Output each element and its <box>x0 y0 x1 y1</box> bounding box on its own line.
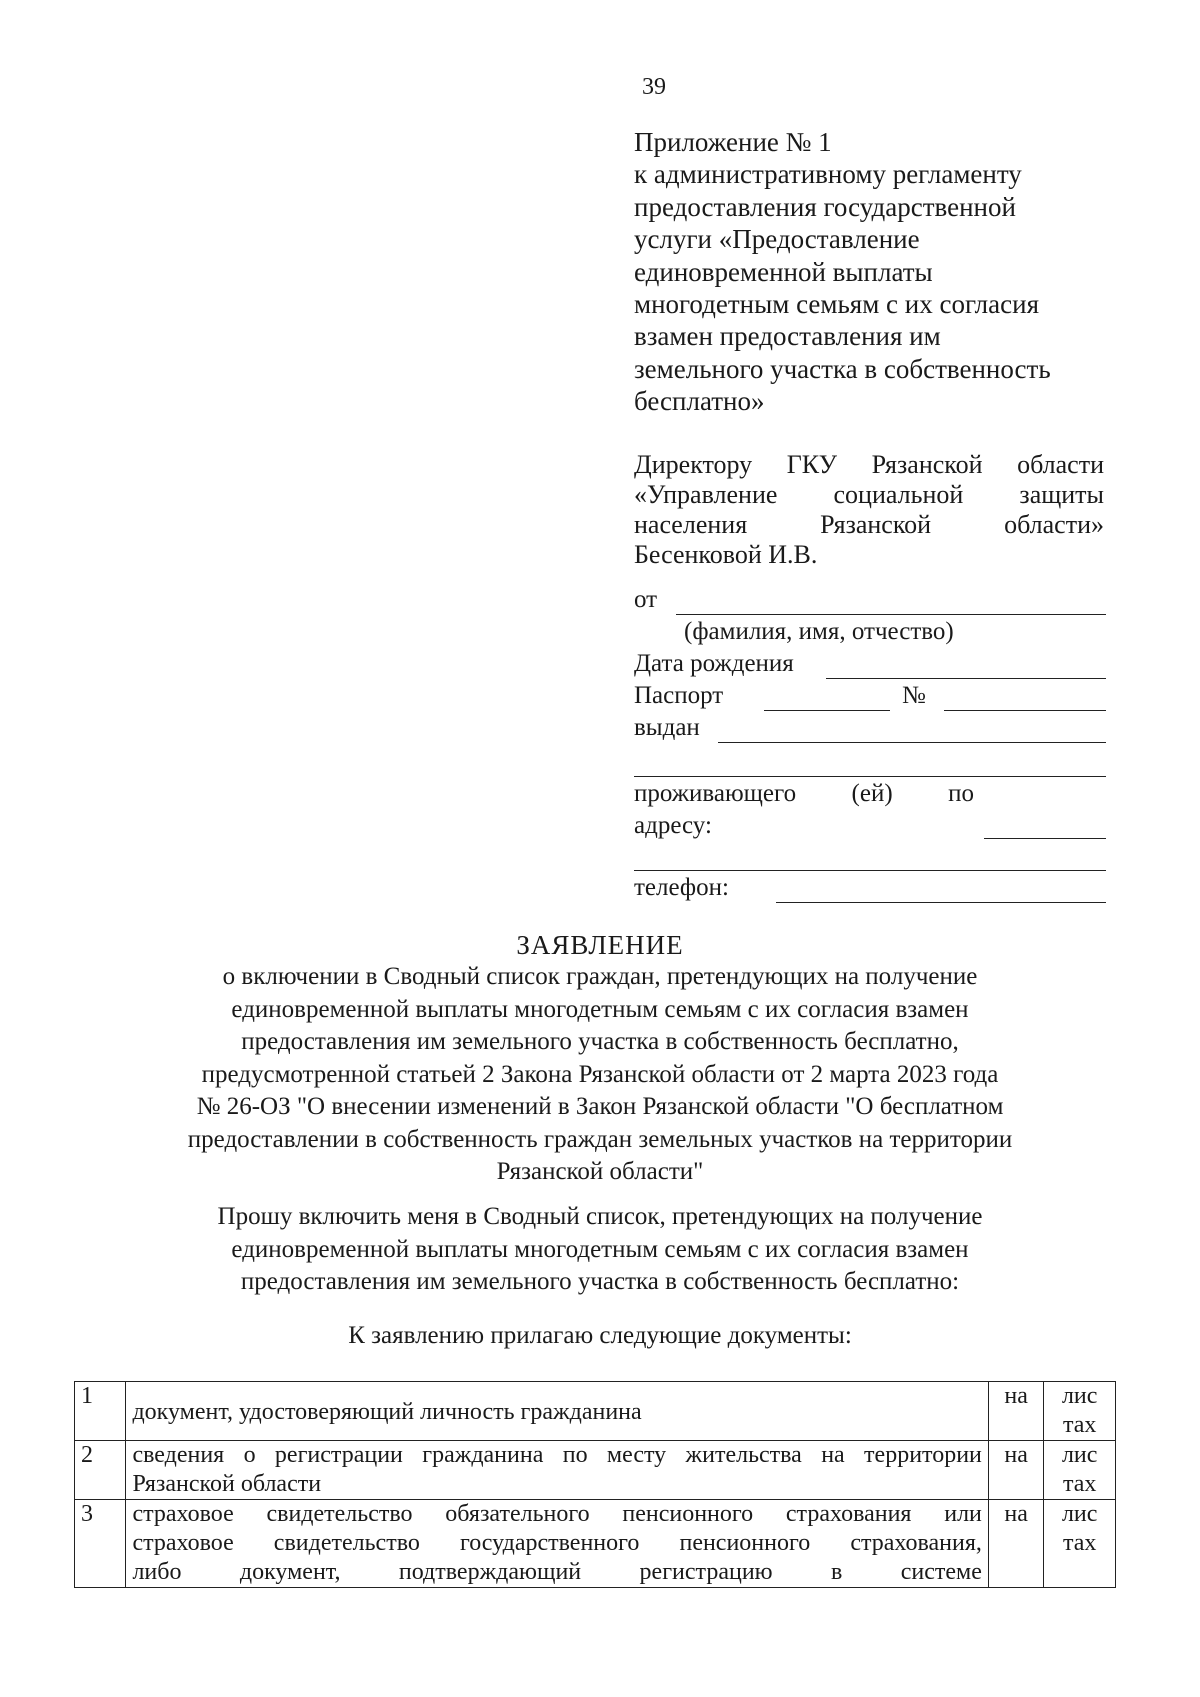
addressee-line <box>634 450 1104 480</box>
addressee-word: области» <box>1004 510 1104 539</box>
sheets-line: тах <box>1062 1530 1097 1556</box>
doc-line: либо документ, подтверждающий регистрацию в системе <box>132 1559 982 1585</box>
doc-description <box>126 1441 988 1500</box>
subtitle-line: предоставления им земельного участка в собственность бесплатно, <box>241 1028 959 1055</box>
addressee-word: «Управление <box>634 480 778 509</box>
subtitle-line: предоставлении в собственность граждан земельных участков на территории <box>187 1125 1013 1153</box>
birth-label: Дата рождения <box>634 650 794 677</box>
doc-description <box>126 1382 988 1441</box>
addressee-word: защиты <box>1019 480 1104 509</box>
subtitle-line: № 26-ОЗ "О внесении изменений в Закон Рязанской области "О бесплатном <box>196 1093 1004 1120</box>
sheets-line: тах <box>1062 1471 1097 1497</box>
subtitle-line: Рязанской области" <box>496 1158 704 1185</box>
doc-line: сведения о регистрации гражданина по месту жительства на территории <box>132 1442 982 1468</box>
appendix-line: бесплатно» <box>634 386 765 417</box>
doc-number: 2 <box>75 1441 126 1500</box>
sheets-line: лис <box>1061 1442 1098 1468</box>
passport-label: Паспорт <box>634 682 724 709</box>
statement-title: ЗАЯВЛЕНИЕ <box>516 930 684 960</box>
doc-line: страховое свидетельство обязательного пенсионного страхования или <box>132 1501 982 1527</box>
doc-sheets <box>1044 1382 1116 1441</box>
issued-line-2[interactable] <box>634 776 1106 777</box>
appendix-header <box>634 126 1104 418</box>
table-row <box>75 1500 1116 1588</box>
addressee-word: Рязанской <box>871 450 983 479</box>
appendix-line: к административному регламенту <box>634 159 1022 190</box>
address-line-2[interactable] <box>634 870 1106 871</box>
page-number: 39 <box>642 74 666 100</box>
addressee-word: Рязанской <box>820 510 932 539</box>
address-label: адресу: <box>634 812 712 839</box>
fio-hint: (фамилия, имя, отчество) <box>684 618 954 645</box>
doc-na: на <box>988 1382 1043 1441</box>
request-line: предоставления им земельного участка в собственность бесплатно: <box>240 1268 960 1295</box>
appendix-line: предоставления государственной <box>634 191 1016 222</box>
request-line: Прошу включить меня в Сводный список, претендующих на получение <box>217 1203 983 1230</box>
addressee-block <box>634 450 1104 570</box>
appendix-line: Приложение № 1 <box>634 127 832 157</box>
statement-subtitle <box>0 961 1200 1189</box>
doc-sheets <box>1044 1500 1116 1588</box>
doc-number: 1 <box>75 1382 126 1441</box>
issued-label: выдан <box>634 714 700 741</box>
doc-line: Рязанской области <box>132 1471 322 1497</box>
appendix-line: услуги «Предоставление <box>634 224 920 255</box>
attachments-intro: К заявлению прилагаю следующие документы: <box>348 1322 852 1349</box>
subtitle-line: о включении в Сводный список граждан, претендующих на получение <box>222 963 978 990</box>
addressee-line <box>634 480 1104 510</box>
passport-number-label: № <box>902 682 926 709</box>
addressee-word: Директору <box>634 450 753 479</box>
subtitle-line: предусмотренной статьей 2 Закона Рязанской области от 2 марта 2023 года <box>201 1060 999 1088</box>
from-label: от <box>634 586 658 613</box>
passport-number-line[interactable] <box>944 710 1106 711</box>
request-text <box>0 1201 1200 1299</box>
addressee-name: Бесенковой И.В. <box>634 540 818 569</box>
addressee-word: социальной <box>833 480 964 509</box>
documents-table <box>74 1381 1116 1588</box>
addressee-word: ГКУ <box>786 450 837 479</box>
doc-na: на <box>988 1441 1043 1500</box>
doc-description <box>126 1500 988 1588</box>
doc-na: на <box>988 1500 1043 1588</box>
subtitle-line: единовременной выплаты многодетным семьям с их согласия взамен <box>231 995 969 1023</box>
sheets-line: лис <box>1061 1383 1098 1409</box>
address-line[interactable] <box>984 838 1106 839</box>
sheets-line: тах <box>1062 1412 1097 1438</box>
doc-line: документ, удостоверяющий личность гражданина <box>132 1399 642 1425</box>
residing-word: (ей) <box>851 780 893 807</box>
doc-number: 3 <box>75 1500 126 1588</box>
doc-line: страховое свидетельство государственного пенсионного страхования, <box>132 1530 982 1556</box>
residing-word: проживающего <box>634 780 797 807</box>
appendix-line: единовременной выплаты <box>634 256 933 287</box>
fio-line[interactable] <box>676 614 1106 615</box>
doc-sheets <box>1044 1441 1116 1500</box>
issued-line[interactable] <box>718 742 1106 743</box>
appendix-line: земельного участка в собственность <box>634 353 1051 384</box>
addressee-word: населения <box>634 510 748 539</box>
sheets-line: лис <box>1061 1501 1098 1527</box>
table-row <box>75 1382 1116 1441</box>
residing-line <box>634 780 974 808</box>
table-row <box>75 1441 1116 1500</box>
request-line: единовременной выплаты многодетным семьям с их согласия взамен <box>231 1235 969 1263</box>
appendix-line: взамен предоставления им <box>634 321 941 352</box>
addressee-word: области <box>1017 450 1104 479</box>
phone-label: телефон: <box>634 874 729 901</box>
residing-word: по <box>948 780 974 807</box>
appendix-line: многодетным семьям с их согласия <box>634 289 1039 320</box>
birth-date-line[interactable] <box>826 678 1106 679</box>
passport-series-line[interactable] <box>764 710 890 711</box>
phone-line[interactable] <box>776 902 1106 903</box>
addressee-line <box>634 510 1104 540</box>
